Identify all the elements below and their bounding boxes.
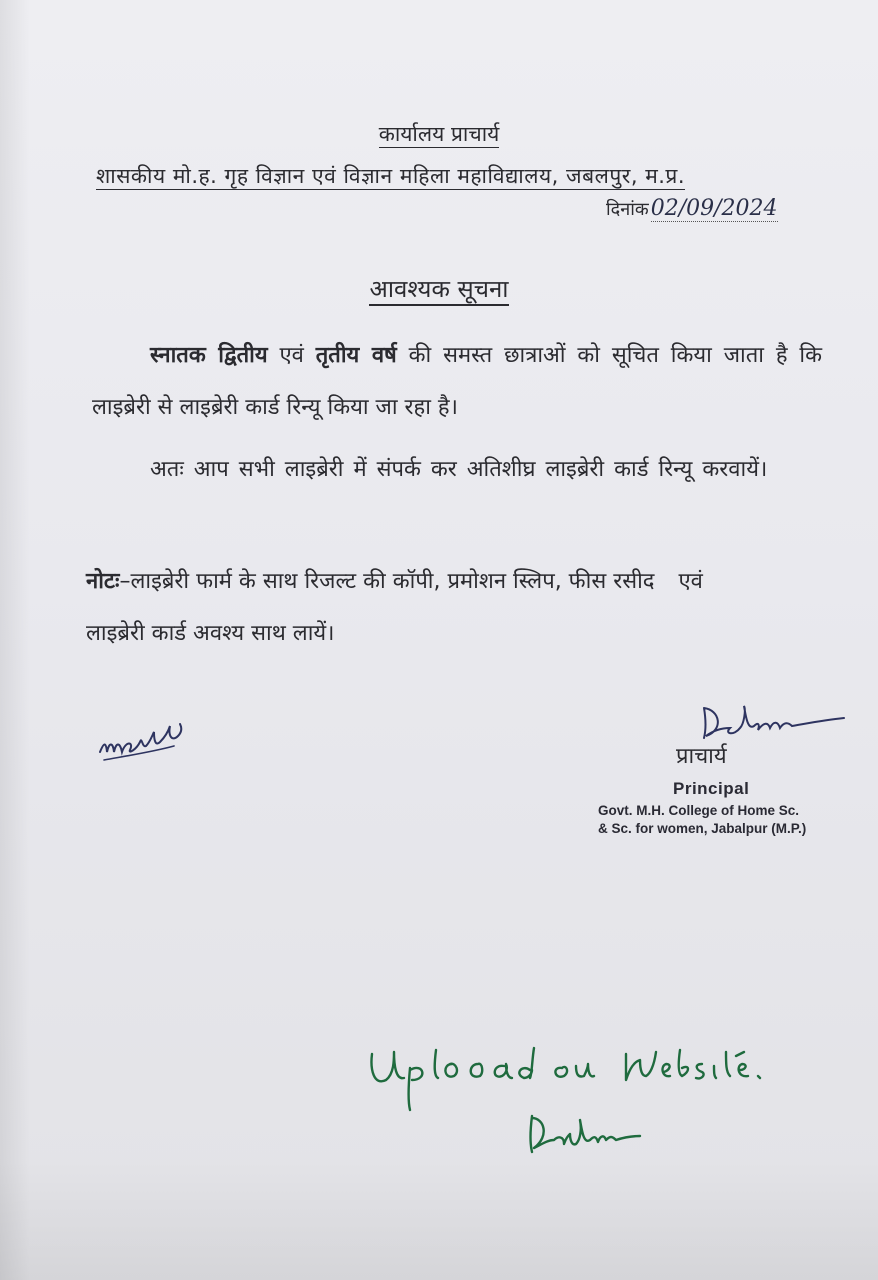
notice-title: आवश्यक सूचना bbox=[0, 272, 878, 305]
notice-paragraph-2: अतः आप सभी लाइब्रेरी में संपर्क कर अतिशीघ्र लाइब्रेरी कार्ड रिन्यू करवायें। bbox=[150, 457, 768, 482]
notice-paragraph-1: स्नातक द्वितीय एवं तृतीय वर्ष की समस्त छात्राओं को सूचित किया जाता है कि लाइब्रेरी से लाइब्रेरी कार्ड रिन्यू किया जा रहा है। bbox=[92, 343, 822, 420]
principal-designation: प्राचार्य bbox=[676, 744, 727, 769]
stamp-line-2: & Sc. for women, Jabalpur (M.P.) bbox=[598, 821, 807, 836]
date-value: 02/09/2024 bbox=[650, 196, 778, 221]
note-label: नोटः bbox=[86, 569, 120, 594]
principal-stamp bbox=[598, 778, 858, 838]
college-name: शासकीय मो.ह. गृह विज्ञान एवं विज्ञान महिला महाविद्यालय, जबलपुर, म.प्र. bbox=[96, 164, 686, 188]
date-line bbox=[606, 196, 836, 221]
notice-note: नोटः–लाइब्रेरी फार्म के साथ रिजल्ट की कॉपी, प्रमोशन स्लिप, फीस रसीद एवं लाइब्रेरी कार्ड अवश्य साथ लायें। bbox=[86, 569, 703, 646]
stamp-line-1: Govt. M.H. College of Home Sc. bbox=[598, 803, 800, 818]
date-label: दिनांक bbox=[606, 199, 649, 220]
page-shadow-left bbox=[0, 0, 30, 1280]
stamp-title: Principal bbox=[673, 779, 750, 798]
handwritten-upload-note bbox=[364, 1040, 764, 1180]
handwritten-initials bbox=[96, 712, 192, 768]
office-heading: कार्यालय प्राचार्य bbox=[378, 122, 500, 146]
